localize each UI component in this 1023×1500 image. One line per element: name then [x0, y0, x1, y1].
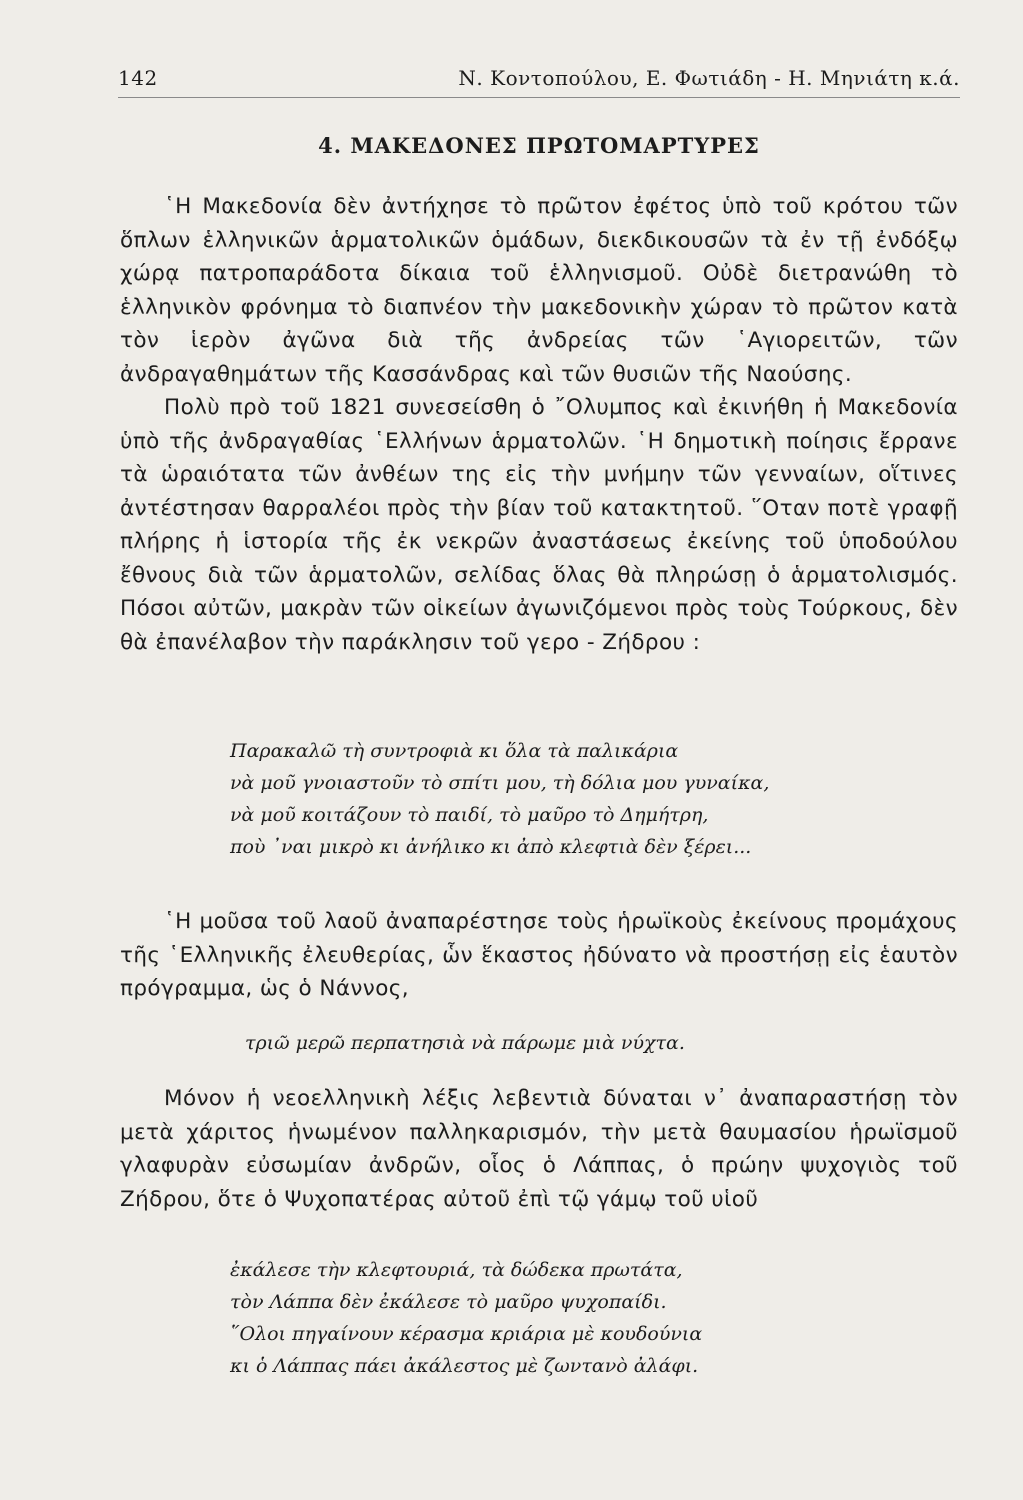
verse-line: ῞Ολοι πηγαίνουν κέρασμα κριάρια μὲ κουδούνια	[230, 1323, 703, 1345]
paragraph-4: Μόνον ἡ νεοελληνικὴ λέξις λεβεντιὰ δύναται ν᾽ ἀναπαραστήσῃ τὸν μετὰ χάριτος ἡνωμένον παλληκαρισμόν, τὴν μετὰ θαυμασίου ἡρωϊσμοῦ γλαφυρὰν εὐσωμίαν ἀνδρῶν, οἷος ὁ Λάππας, ὁ πρώην ψυχογιὸς τοῦ Ζήδρου, ὅτε ὁ Ψυχοπατέρας αὐτοῦ ἐπὶ τῷ γάμῳ τοῦ υἱοῦ	[120, 1086, 958, 1212]
running-title: Ν. Κοντοπούλου, Ε. Φωτιάδη - Η. Μηνιάτη κ.ά.	[458, 66, 960, 90]
section-title: 4. ΜΑΚΕΔΟΝΕΣ ΠΡΩΤΟΜΑΡΤΥΡΕΣ	[318, 133, 760, 158]
verse-block-3	[230, 1254, 960, 1382]
verse-line: τριῶ μερῶ περπατησιὰ νὰ πάρωμε μιὰ νύχτα.	[245, 1032, 685, 1054]
prose-block-2	[120, 905, 958, 1006]
paragraph-2: Πολὺ πρὸ τοῦ 1821 συνεσείσθη ὁ ῎Ολυμπος καὶ ἐκινήθη ἡ Μακεδονία ὑπὸ τῆς ἀνδραγαθίας ῾Ελλήνων ἁρματολῶν. ῾Η δημοτικὴ ποίησις ἔρρανε τὰ ὡραιότατα τῶν ἀνθέων της εἰς τὴν μνήμην τῶν γενναίων, οἵτινες ἀντέστησαν θαρραλέοι πρὸς τὴν βίαν τοῦ κατακτητοῦ. ῞Οταν ποτὲ γραφῇ πλήρης ἡ ἱστορία τῆς ἐκ νεκρῶν ἀναστάσεως ἐκείνης τοῦ ὑποδούλου ἔθνους διὰ τῶν ἁρματολῶν, σελίδας ὅλας θὰ πληρώσῃ ὁ ἁρματολισμός. Πόσοι αὐτῶν, μακρὰν τῶν οἰκείων ἀγωνιζόμενοι πρὸς τοὺς Τούρκους, δὲν θὰ ἐπανέλαβον τὴν παράκλησιν τοῦ γερο - Ζήδρου :	[120, 395, 958, 655]
verse-line: νὰ μοῦ κοιτάζουν τὸ παιδί, τὸ μαῦρο τὸ Δημήτρη,	[230, 804, 709, 826]
verse-line: τὸν Λάππα δὲν ἐκάλεσε τὸ μαῦρο ψυχοπαίδι.	[230, 1291, 667, 1313]
verse-line: νὰ μοῦ γνοιαστοῦν τὸ σπίτι μου, τὴ δόλια μου γυναίκα,	[230, 772, 770, 794]
paragraph-1: ῾Η Μακεδονία δὲν ἀντήχησε τὸ πρῶτον ἐφέτος ὑπὸ τοῦ κρότου τῶν ὅπλων ἑλληνικῶν ἁρματολικῶν ὁμάδων, διεκδικουσῶν τὰ ἐν τῇ ἐνδόξῳ χώρᾳ πατροπαράδοτα δίκαια τοῦ ἑλληνισμοῦ. Οὐδὲ διετρανώθη τὸ ἑλληνικὸν φρόνημα τὸ διαπνέον τὴν μακεδονικὴν χώραν τὸ πρῶτον κατὰ τὸν ἱερὸν ἀγῶνα διὰ τῆς ἀνδρείας τῶν ῾Αγιορειτῶν, τῶν ἀνδραγαθημάτων τῆς Κασσάνδρας καὶ τῶν θυσιῶν τῆς Ναούσης.	[120, 194, 958, 387]
prose-block-1	[120, 190, 958, 659]
verse-block-2	[245, 1027, 975, 1059]
paragraph-3: ῾Η μοῦσα τοῦ λαοῦ ἀναπαρέστησε τοὺς ἡρωϊκοὺς ἐκείνους προμάχους τῆς ῾Ελληνικῆς ἐλευθερίας, ὧν ἕκαστος ἠδύνατο νὰ προστήσῃ εἰς ἑαυτὸν πρόγραμμα, ὡς ὁ Νάννος,	[120, 909, 958, 1001]
header-rule	[118, 97, 960, 98]
verse-line: Παρακαλῶ τὴ συντροφιὰ κι ὅλα τὰ παλικάρια	[230, 740, 679, 762]
running-header	[118, 66, 960, 90]
prose-block-3	[120, 1082, 958, 1216]
verse-line: κι ὁ Λάππας πάει ἀκάλεστος μὲ ζωντανὸ ἀλάφι.	[230, 1355, 699, 1377]
verse-line: ἐκάλεσε τὴν κλεφτουριά, τὰ δώδεκα πρωτάτα,	[230, 1259, 683, 1281]
verse-block-1	[230, 735, 960, 863]
page-number: 142	[118, 66, 158, 90]
verse-line: ποὺ ᾽ναι μικρὸ κι ἀνήλικο κι ἀπὸ κλεφτιὰ δὲν ξέρει...	[230, 836, 752, 858]
